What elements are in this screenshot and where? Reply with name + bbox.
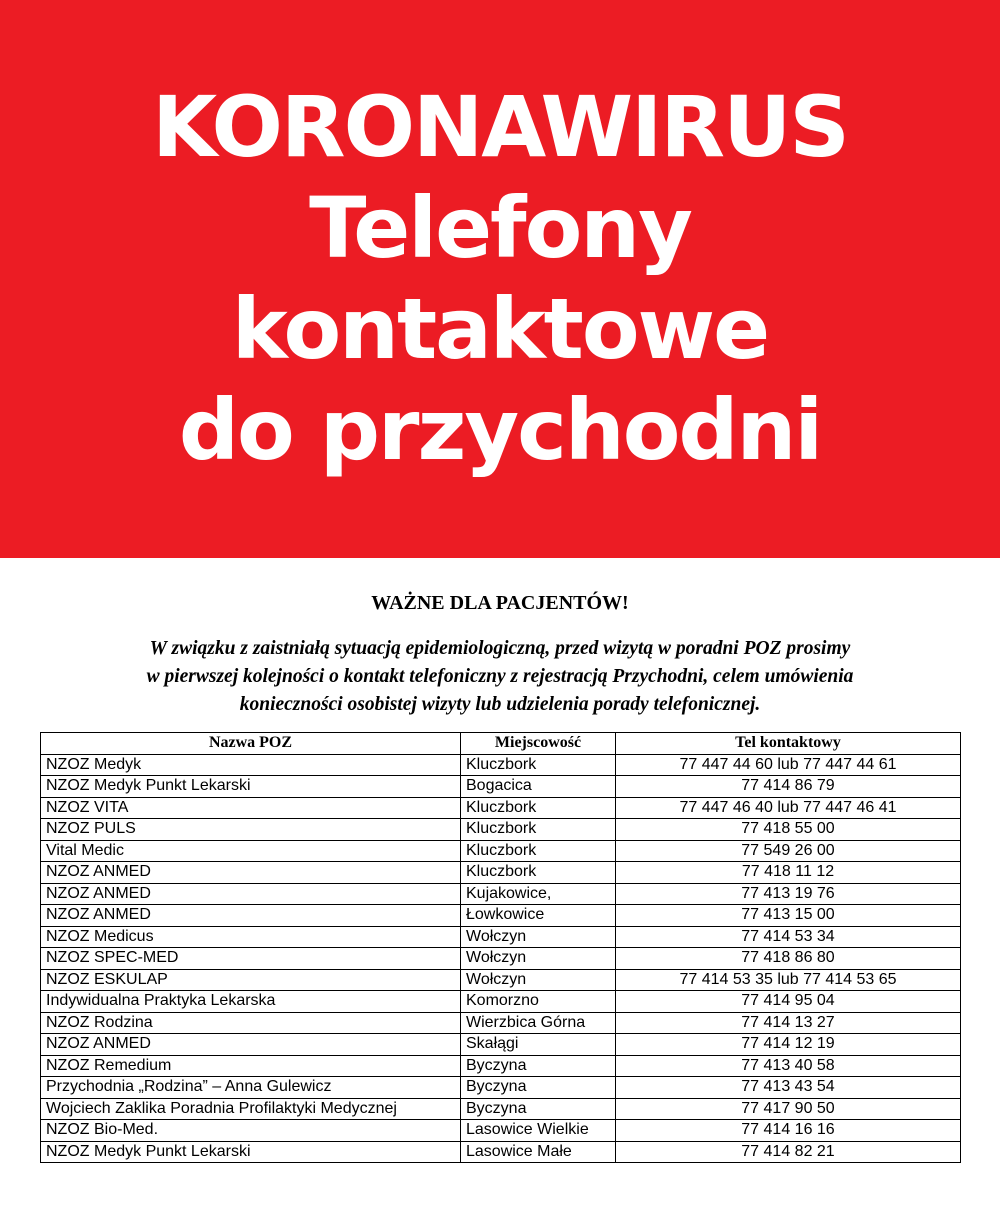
cell-phone: 77 414 13 27 [616,1012,961,1034]
table-row [41,969,961,991]
cell-name: NZOZ Medyk [41,754,461,776]
notice-line-1: W związku z zaistniałą sytuacją epidemiologiczną, przed wizytą w poradni POZ prosimy [149,638,851,659]
cell-locality: Skałągi [461,1034,616,1056]
cell-phone: 77 414 95 04 [616,991,961,1013]
table-row [41,948,961,970]
cell-locality: Byczyna [461,1098,616,1120]
banner-title-line-2: Telefony [309,179,691,277]
table-row [41,1098,961,1120]
notice-text [60,635,940,719]
header-phone: Tel kontaktowy [616,733,961,755]
banner-title-line-3: kontaktowe [231,280,769,378]
cell-locality: Kluczbork [461,797,616,819]
cell-phone: 77 418 55 00 [616,819,961,841]
cell-phone: 77 414 82 21 [616,1141,961,1163]
banner-title-line-4: do przychodni [178,381,822,479]
title-banner [0,0,1000,558]
cell-name: NZOZ ANMED [41,905,461,927]
table-row [41,883,961,905]
table-row [41,862,961,884]
cell-name: Wojciech Zaklika Poradnia Profilaktyki Medycznej [41,1098,461,1120]
table-row [41,1034,961,1056]
cell-phone: 77 414 53 35 lub 77 414 53 65 [616,969,961,991]
table-row [41,819,961,841]
cell-name: Przychodnia „Rodzina” – Anna Gulewicz [41,1077,461,1099]
cell-phone: 77 418 86 80 [616,948,961,970]
cell-name: NZOZ PULS [41,819,461,841]
header-locality: Miejscowość [461,733,616,755]
cell-phone: 77 549 26 00 [616,840,961,862]
cell-phone: 77 414 53 34 [616,926,961,948]
cell-locality: Kluczbork [461,819,616,841]
cell-name: NZOZ VITA [41,797,461,819]
cell-name: NZOZ Medicus [41,926,461,948]
table-row [41,797,961,819]
table-header-row [41,733,961,755]
notice-heading: WAŻNE DLA PACJENTÓW! [371,592,629,614]
table-body [41,754,961,1163]
cell-locality: Byczyna [461,1055,616,1077]
cell-locality: Wierzbica Górna [461,1012,616,1034]
cell-phone: 77 413 40 58 [616,1055,961,1077]
cell-phone: 77 447 46 40 lub 77 447 46 41 [616,797,961,819]
cell-phone: 77 414 16 16 [616,1120,961,1142]
cell-name: NZOZ ANMED [41,883,461,905]
cell-phone: 77 413 19 76 [616,883,961,905]
table-row [41,1012,961,1034]
table-row [41,1120,961,1142]
cell-locality: Kluczbork [461,754,616,776]
cell-phone: 77 414 86 79 [616,776,961,798]
cell-name: NZOZ ANMED [41,1034,461,1056]
cell-locality: Wołczyn [461,948,616,970]
cell-locality: Kujakowice, [461,883,616,905]
table-row [41,991,961,1013]
cell-name: NZOZ ESKULAP [41,969,461,991]
cell-phone: 77 413 43 54 [616,1077,961,1099]
cell-locality: Łowkowice [461,905,616,927]
notice-line-3: konieczności osobistej wizyty lub udzielenia porady telefonicznej. [239,694,761,715]
cell-name: NZOZ Medyk Punkt Lekarski [41,776,461,798]
cell-phone: 77 413 15 00 [616,905,961,927]
table-row [41,754,961,776]
banner-title-line-1: KORONAWIRUS [152,78,848,176]
cell-locality: Wołczyn [461,926,616,948]
cell-phone: 77 418 11 12 [616,862,961,884]
table-row [41,1077,961,1099]
cell-phone: 77 414 12 19 [616,1034,961,1056]
table-row [41,905,961,927]
cell-locality: Lasowice Małe [461,1141,616,1163]
cell-name: NZOZ ANMED [41,862,461,884]
cell-name: NZOZ Rodzina [41,1012,461,1034]
cell-name: Indywidualna Praktyka Lekarska [41,991,461,1013]
cell-phone: 77 417 90 50 [616,1098,961,1120]
cell-name: NZOZ Remedium [41,1055,461,1077]
cell-locality: Byczyna [461,1077,616,1099]
cell-name: NZOZ Medyk Punkt Lekarski [41,1141,461,1163]
notice-line-2: w pierwszej kolejności o kontakt telefoniczny z rejestracją Przychodni, celem umówienia [146,666,854,687]
contacts-table [40,732,961,1163]
table-row [41,1055,961,1077]
table-row [41,840,961,862]
cell-locality: Lasowice Wielkie [461,1120,616,1142]
cell-name: Vital Medic [41,840,461,862]
header-name: Nazwa POZ [41,733,461,755]
cell-locality: Kluczbork [461,840,616,862]
cell-locality: Kluczbork [461,862,616,884]
cell-name: NZOZ SPEC-MED [41,948,461,970]
table-row [41,926,961,948]
cell-phone: 77 447 44 60 lub 77 447 44 61 [616,754,961,776]
cell-locality: Komorzno [461,991,616,1013]
table-row [41,1141,961,1163]
cell-locality: Wołczyn [461,969,616,991]
cell-locality: Bogacica [461,776,616,798]
cell-name: NZOZ Bio-Med. [41,1120,461,1142]
table-row [41,776,961,798]
